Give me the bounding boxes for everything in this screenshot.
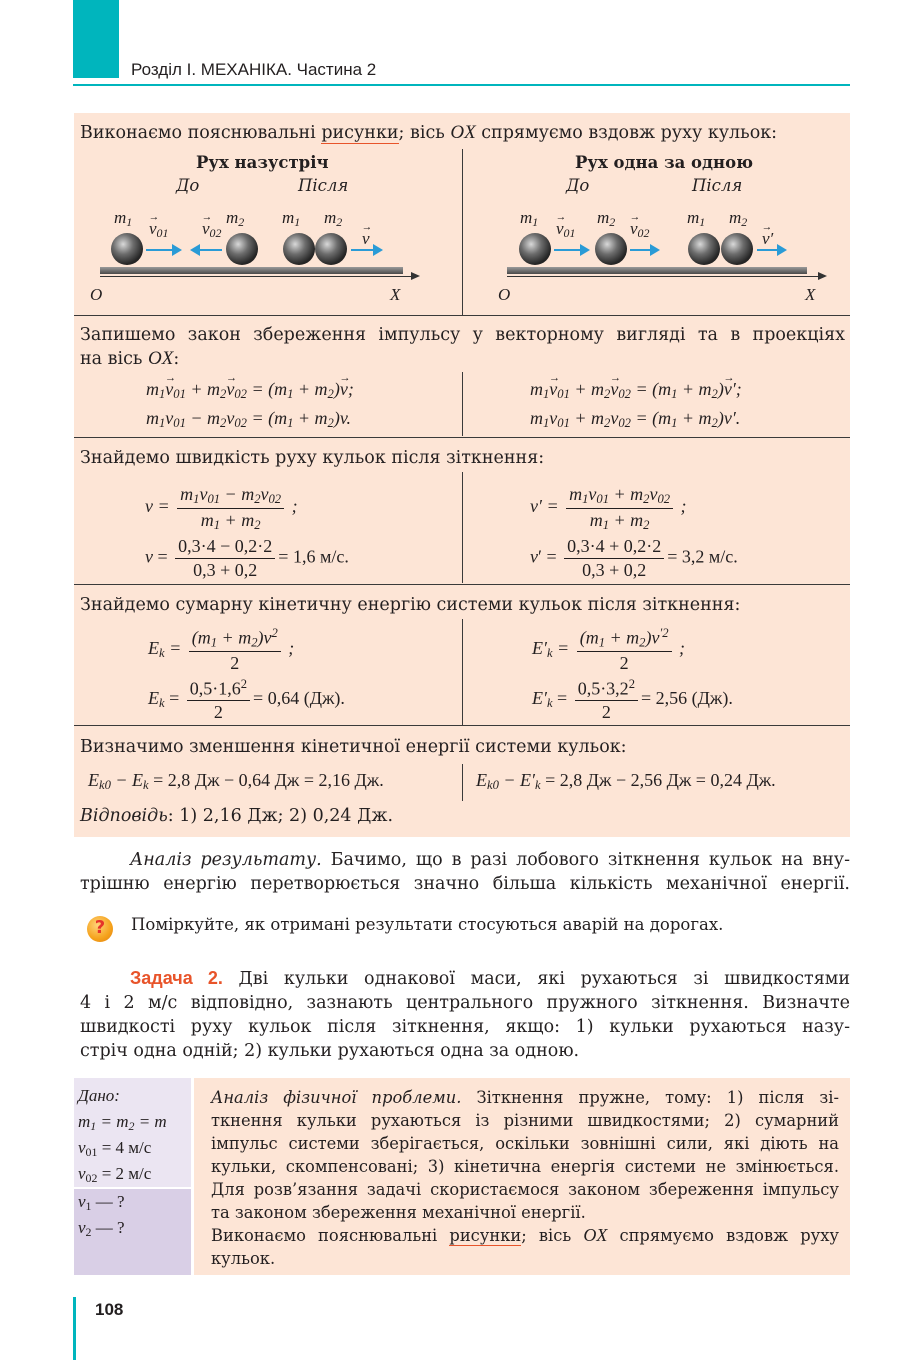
diagram-title: Рух назустріч [196,153,329,172]
page-number: 108 [95,1300,124,1319]
ball-icon [688,233,720,265]
given-title: Дано: [78,1086,120,1105]
track [507,267,807,274]
velocity-label: → $v_{01}$ [556,219,575,241]
velocity-label: → $v_{02}$ [630,219,649,241]
figures-link[interactable]: рисунки [321,123,399,143]
mass-label: $m_1$ [520,208,539,229]
header-accent-block [73,0,119,78]
intro-text: Виконаємо пояснювальні рисунки; вісь OX спрямуємо вздовж руху кульок: [80,122,778,143]
result-analysis: Аналіз результату. Бачимо, що в разі лобового зіткнення кульок на вну- трішню енергію перетворюється значно більша кількість механічної енергії. [80,850,850,894]
column-divider [462,764,463,801]
speed-value-right: v′ = $\frac{0,3\cdot 4 + 0,2\cdot 2}{0,3 + 0,2}$ = 3,2 м/с. [530,536,738,580]
table-rule [74,315,850,316]
decrease-text: Визначимо зменшення кінетичної енергії системи кульок: [80,737,627,757]
decrease-left: $E_{k0} - E_k = 2,8$ Дж − 0,64 Дж = 2,16 Дж. [88,770,384,793]
momentum-vector-right: $m_1\to v_{01} + m_2\to v_{02} = (m_1 + m_2)\to v'$; [530,379,742,402]
ball-icon [519,233,551,265]
mass-label: $m_1$ [687,208,706,229]
momentum-projection-right: $m_1v_{01} + m_2v_{02} = (m_1 + m_2)v'$. [530,408,741,431]
arrow-right-icon [757,249,785,251]
mass-label: $m_1$ [282,208,301,229]
diagram-title: Рух одна за одною [575,153,754,172]
given-rule [74,1187,191,1189]
arrow-right-icon [146,249,180,251]
speed-text: Знайдемо швидкість руху кульок після зіткнення: [80,448,545,468]
label-before: До [176,176,200,195]
task2-text: Задача 2. Дві кульки однакової маси, які рухаються зі швидкостями 4 і 2 м/с відповідно, зазнають центрального пружного зіткнення. Визначте швидкості руху кульок після зіткнення, якщо: 1) кульки рухаються назу- стріч одна одній; 2) кульки рухаються одна за одною. [80,968,851,1061]
header-rule [73,84,850,86]
label-before: До [566,176,590,195]
energy-formula-right: $E'_k$ = $\frac{(m_1 + m_2)v^{'2}}{2}$ ; [532,626,685,673]
axis-x [507,276,825,277]
mass-label: $m_2$ [729,208,748,229]
speed-formula-left: v = $\frac{m_1v_{01} - m_2v_{02}}{m_1 + m_2}$ ; [145,484,298,532]
track [100,267,403,274]
ball-icon [111,233,143,265]
decrease-right: $E_{k0} - E'_k = 2,8$ Дж − 2,56 Дж = 0,24 Дж. [476,770,776,793]
mass-label: $m_2$ [324,208,343,229]
table-rule [74,437,850,438]
unknown-v2: $v_2$ — ? [78,1218,125,1239]
diagram-head-on [74,149,462,315]
axis-label: X [390,285,401,304]
arrow-left-icon [192,249,222,251]
answer: Відповідь: 1) 2,16 Дж; 2) 0,24 Дж. [80,806,394,826]
momentum-vector-left: $m_1\to v_{01} + m_2\to v_{02} = (m_1 + m_2)\to v$; [146,379,354,402]
column-divider [462,372,463,436]
problem-analysis-text: Аналіз фізичної проблеми. Зіткнення пружне, тому: 1) після зі- ткнення кульки рухаються із різними швидкостями; 2) сумарний імпульс системи зберігається, оскільки зовнішні сили, які діють на кульки, скомпенсовані; 3) кінетична енергія системи не змінюється. Для розв’язання задачі скористаємося законом збереження імпульсу та законом збереження механічної енергії. Виконаємо пояснювальні рисунки; вісь OX спрямуємо вздовж руху кульок. [211,1088,839,1268]
ball-icon [721,233,753,265]
table-rule [74,584,850,585]
ball-icon [595,233,627,265]
mass-label: $m_1$ [114,208,133,229]
arrow-right-icon [351,249,381,251]
mass-label: $m_2$ [597,208,616,229]
origin-label: O [498,285,511,304]
unknown-v1: $v_1$ — ? [78,1192,125,1213]
axis-x [100,276,418,277]
question-icon: ? [87,916,113,942]
momentum-projection-left: $m_1v_{01} - m_2v_{02} = (m_1 + m_2)v$. [146,408,351,431]
axis-label: X [805,285,816,304]
label-after: Після [298,176,349,195]
chapter-title: Розділ І. МЕХАНІКА. Частина 2 [131,60,377,79]
given-v01: $v_{01} = 4$ м/с [78,1138,152,1159]
footer-accent-bar [73,1297,76,1360]
ball-icon [315,233,347,265]
label-after: Після [692,176,743,195]
ball-icon [283,233,315,265]
figures-link-2[interactable]: рисунки [449,1226,522,1245]
momentum-text: Запишемо закон збереження імпульсу у векторному вигляді та в проекціях на вісь OX: [80,325,845,369]
mass-label: $m_2$ [226,208,245,229]
question-text: Поміркуйте, як отримані результати стосуються аварій на дорогах. [131,915,724,934]
column-divider [462,619,463,725]
velocity-label: → v′ [762,229,773,249]
given-v02: $v_{02} = 2$ м/с [78,1164,152,1185]
energy-formula-left: $E_k$ = $\frac{(m_1 + m_2)v^2}{2}$ ; [148,626,295,673]
velocity-label: → v [362,229,370,249]
origin-label: O [90,285,103,304]
table-rule [74,725,850,726]
column-divider [462,472,463,583]
speed-value-left: v = $\frac{0,3\cdot 4 - 0,2\cdot 2}{0,3 + 0,2}$ = 1,6 м/с. [145,536,349,580]
arrow-right-icon [630,249,658,251]
ball-icon [226,233,258,265]
arrow-right-icon [554,249,588,251]
energy-value-right: $E'_k$ = $\frac{0,5\cdot 3,2^2}{2}$ = 2,56 (Дж). [532,677,733,722]
energy-value-left: $E_k$ = $\frac{0,5\cdot 1,6^2}{2}$ = 0,64 (Дж). [148,677,345,722]
given-mass: $m_1 = m_2 = m$ [78,1112,167,1133]
velocity-label: → $v_{02}$ [202,219,221,241]
velocity-label: → $v_{01}$ [149,219,168,241]
diagram-same-direction [463,149,850,315]
energy-text: Знайдемо сумарну кінетичну енергію системи кульок після зіткнення: [80,595,741,615]
speed-formula-right: v′ = $\frac{m_1v_{01} + m_2v_{02}}{m_1 + m_2}$ ; [530,484,687,532]
